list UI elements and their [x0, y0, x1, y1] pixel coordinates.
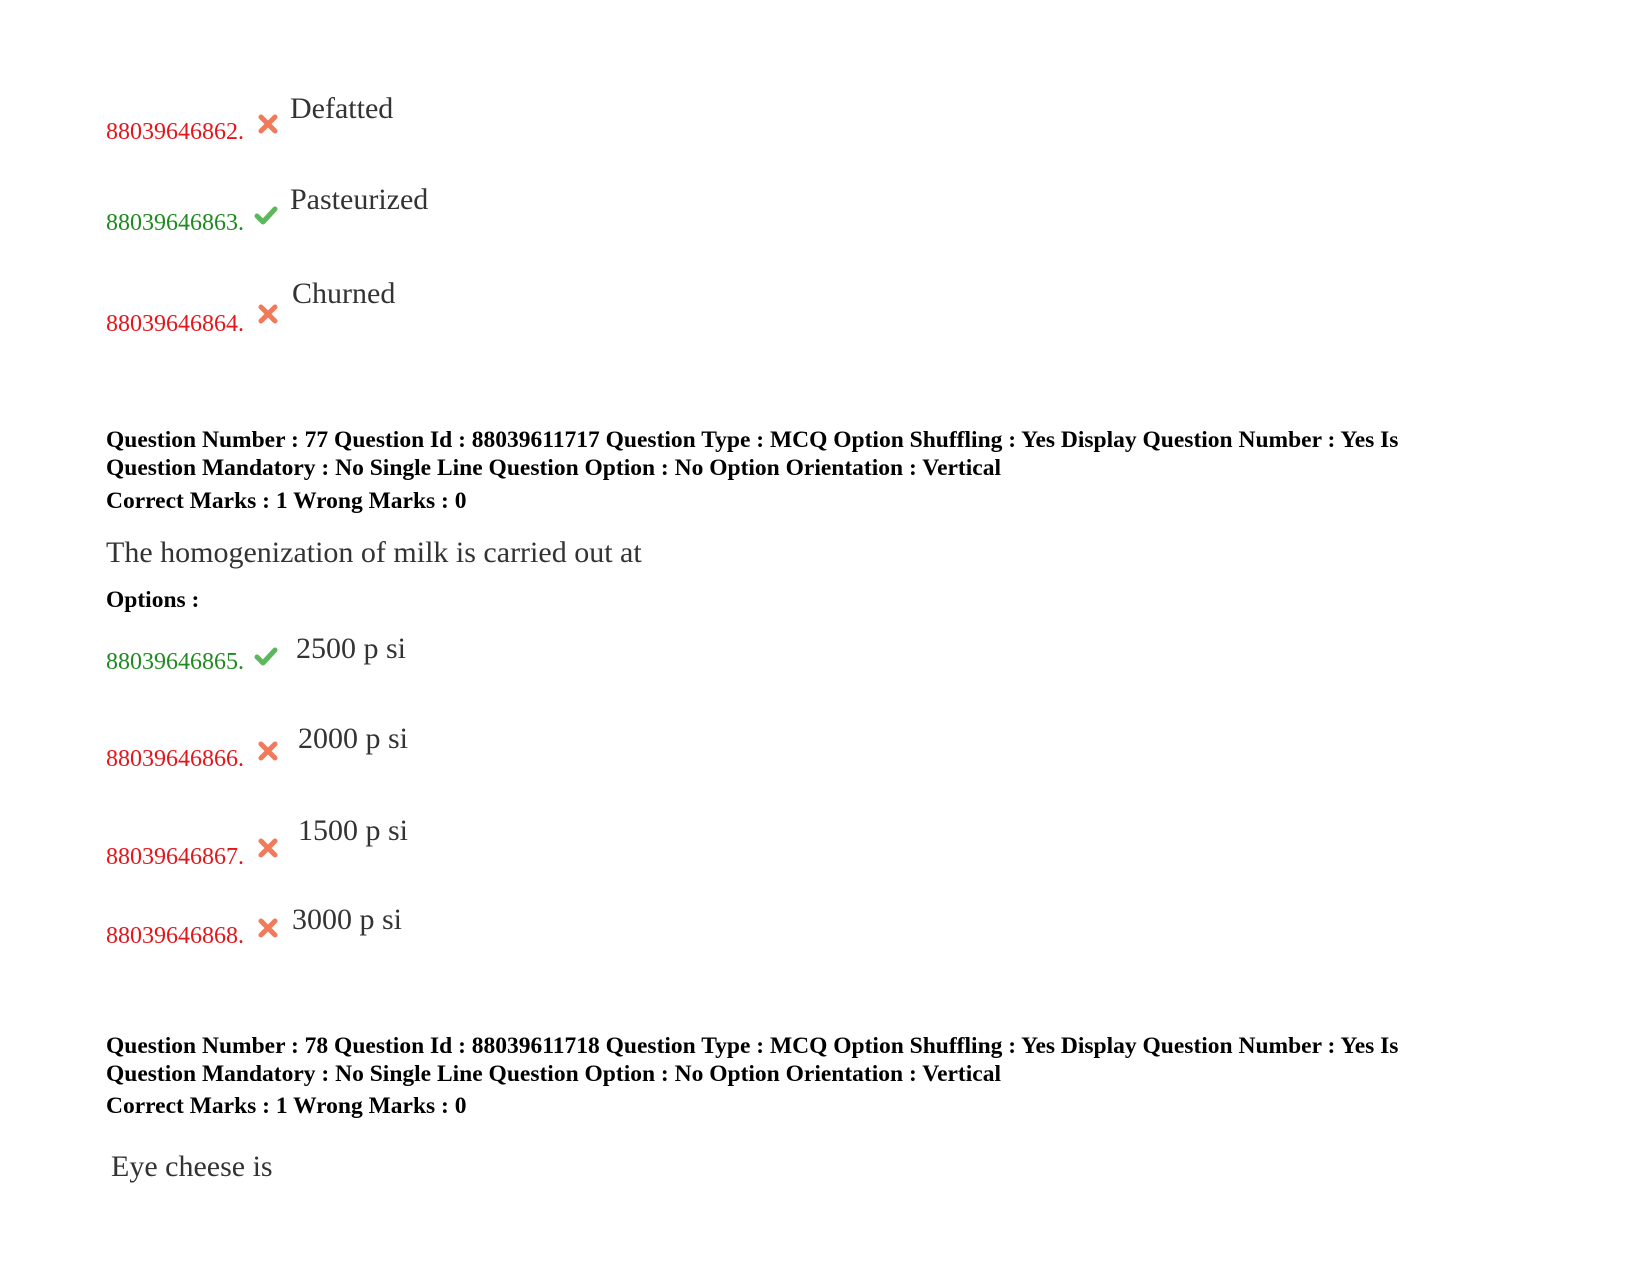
option-row: [106, 183, 706, 243]
cross-icon: [256, 112, 280, 136]
option-row: [106, 632, 706, 692]
option-row: [106, 814, 706, 874]
meta-line-1: Question Number : 77 Question Id : 88039611717 Question Type : MCQ Option Shuffling : Yes Display Question Number : Yes Is: [106, 427, 1399, 453]
cross-icon: [256, 916, 280, 940]
option-id: 88039646865.: [106, 649, 244, 675]
cross-icon: [256, 836, 280, 860]
check-icon: [254, 203, 278, 227]
option-text: 2500 p si: [296, 632, 407, 665]
option-text: Defatted: [290, 92, 394, 125]
marks-line: Correct Marks : 1 Wrong Marks : 0: [106, 488, 467, 514]
option-row: [106, 903, 706, 963]
option-row: [106, 277, 706, 337]
option-row: [106, 92, 706, 152]
option-text: 2000 p si: [298, 722, 409, 755]
options-label: Options :: [106, 587, 200, 613]
option-id: 88039646866.: [106, 746, 244, 772]
question-text: The homogenization of milk is carried out at: [106, 536, 642, 569]
check-icon: [254, 644, 278, 668]
option-text: Churned: [292, 277, 396, 310]
option-row: [106, 722, 706, 782]
option-id: 88039646864.: [106, 311, 244, 337]
option-text: 1500 p si: [298, 814, 409, 847]
meta-line-2: Question Mandatory : No Single Line Question Option : No Option Orientation : Vertical: [106, 1061, 1001, 1087]
question-meta: [106, 1032, 1546, 1088]
marks-line: Correct Marks : 1 Wrong Marks : 0: [106, 1093, 467, 1119]
meta-line-1: Question Number : 78 Question Id : 88039611718 Question Type : MCQ Option Shuffling : Yes Display Question Number : Yes Is: [106, 1033, 1399, 1059]
cross-icon: [256, 739, 280, 763]
option-id: 88039646867.: [106, 844, 244, 870]
cross-icon: [256, 302, 280, 326]
option-id: 88039646868.: [106, 923, 244, 949]
option-id: 88039646863.: [106, 210, 244, 236]
question-meta: [106, 426, 1546, 482]
option-id: 88039646862.: [106, 119, 244, 145]
option-text: Pasteurized: [290, 183, 429, 216]
option-text: 3000 p si: [292, 903, 403, 936]
meta-line-2: Question Mandatory : No Single Line Question Option : No Option Orientation : Vertical: [106, 455, 1001, 481]
question-text: Eye cheese is: [111, 1150, 273, 1183]
